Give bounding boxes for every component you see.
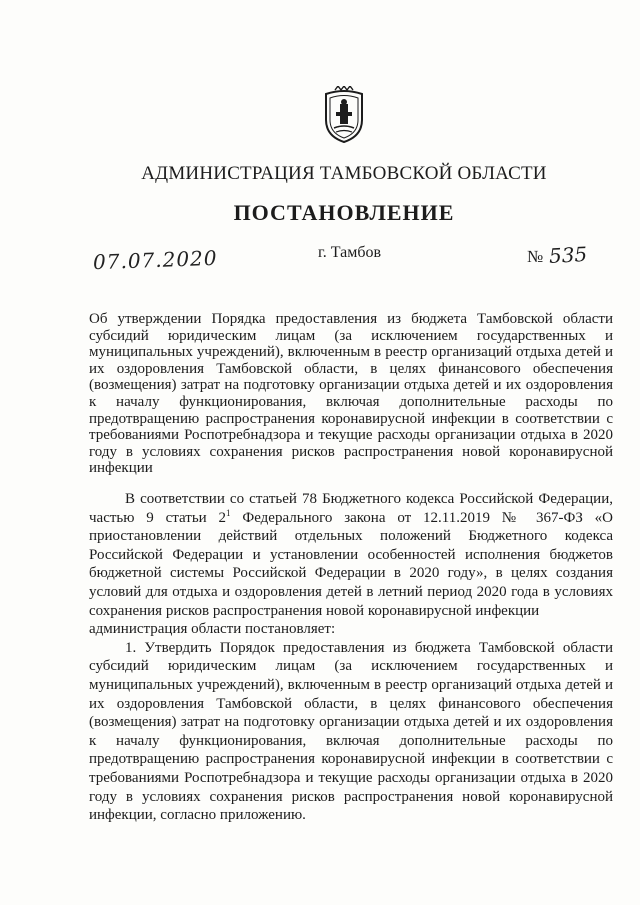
document-subject: Об утверждении Порядка предоставления из бюджета Тамбовской области субсидий юридическим лицам (за исключением государственных и муниципальных учреждений), включенным в реестр организаций отдыха детей и их оздоровления Тамбовской области, в целях финансового обеспечения (возмещения) затрат на подготовку организации отдыха детей и их оздоровления к началу функционирования, включая дополнительные расходы по предотвращению распространения коронавирусной инфекции в соответствии с требованиями Роспотребнадзора и текущие расходы организации отдыха в 2020 году в условиях сохранения рисков распространения новой коронавирусной инфекции xyxy=(89,311,613,477)
document-city: г. Тамбов xyxy=(318,244,382,261)
number-value: 535 xyxy=(548,242,589,268)
preamble-paragraph: В соответствии со статьей 78 Бюджетного кодекса Российской Федерации, частью 9 статьи $2^1$ Федерального закона от 12.11.2019 № 367-ФЗ «О приостановлении действий отдельных положений Бюджетного кодекса Российской Федерации и установлении особенностей исполнения бюджетов бюджетной системы Российской Федерации в 2020 году», в целях создания условий для отдыха и оздоровления детей в летний период 2020 года в условиях сохранения рисков распространения новой коронавирусной инфекции xyxy=(89,491,613,619)
decree-line: администрация области постановляет: xyxy=(89,621,336,638)
coat-of-arms-icon xyxy=(322,86,366,144)
document-number xyxy=(527,243,587,267)
organization-name: АДМИНИСТРАЦИЯ ТАМБОВСКОЙ ОБЛАСТИ xyxy=(141,163,547,184)
item-1-paragraph: 1. Утвердить Порядок предоставления из бюджета Тамбовской области субсидий юридическим лицам (за исключением государственных и муниципальных учреждений), включенным в реестр организаций отдыха детей и их оздоровления Тамбовской области, в целях финансового обеспечения (возмещения) затрат на подготовку организации отдыха детей и их оздоровления к началу функционирования, включая дополнительные расходы по предотвращению распространения коронавирусной инфекции в соответствии с требованиями Роспотребнадзора и текущие расходы организации отдыха в 2020 году в условиях сохранения рисков распространения новой коронавирусной инфекции, согласно приложению. xyxy=(89,639,613,824)
document-date: 07.07.2020 xyxy=(92,245,218,275)
document-body xyxy=(89,490,613,825)
document-type-title: ПОСТАНОВЛЕНИЕ xyxy=(233,200,455,225)
number-sign: № xyxy=(527,247,544,266)
